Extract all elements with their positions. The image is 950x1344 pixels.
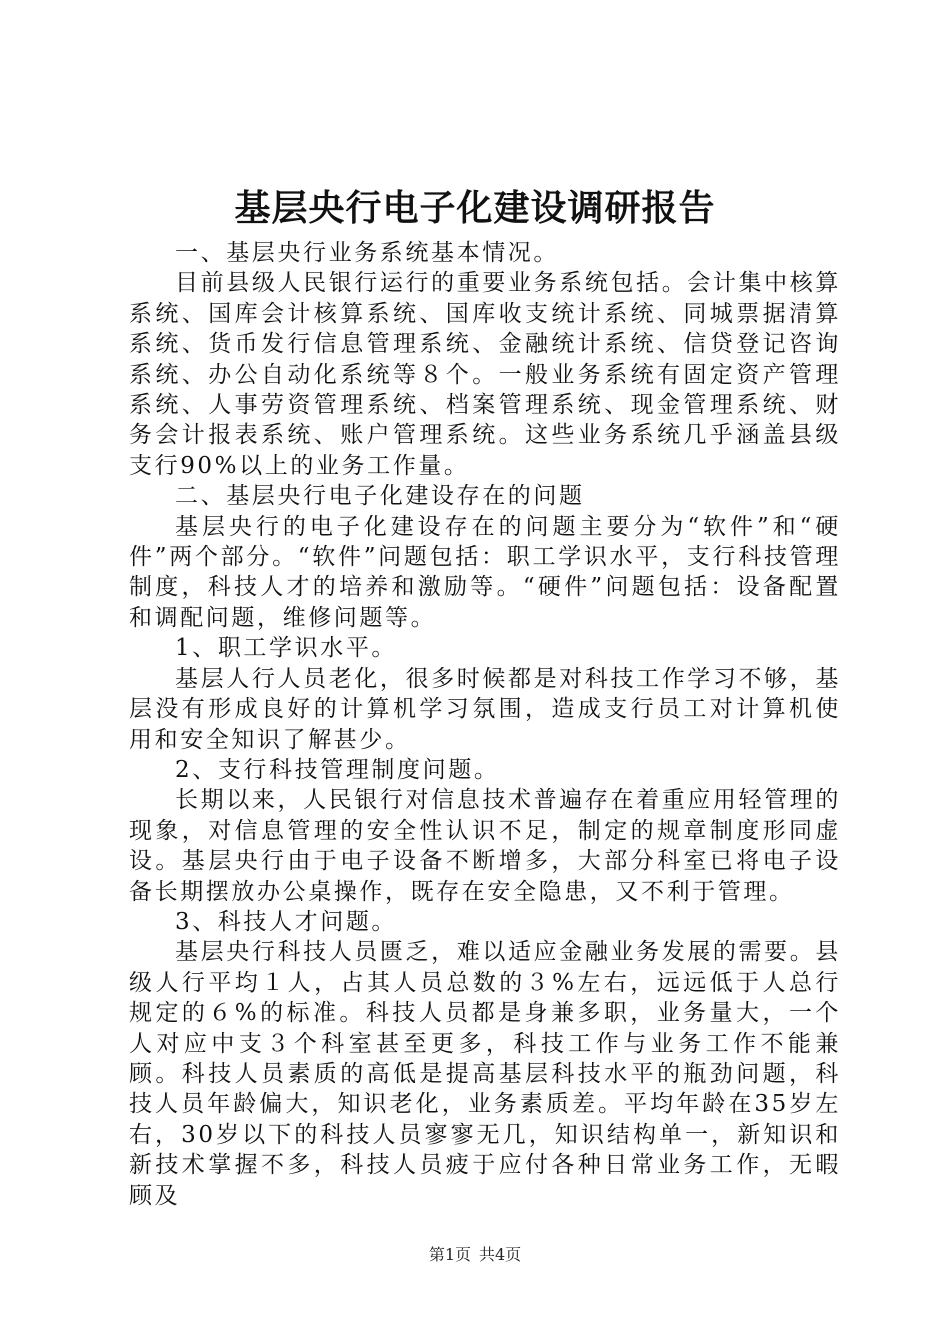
- paragraph-tech-talent: 基层央行科技人员匮乏，难以适应金融业务发展的需要。县级人行平均１人，占其人员总数的３%左右，远远低于人总行规定的６%的标准。科技人员都是身兼多职，业务量大，一个人对应中支３个科室甚至更多，科技工作与业务工作不能兼顾。科技人员素质的高低是提高基层科技水平的瓶劲问题，科技人员年龄偏大，知识老化，业务素质差。平均年龄在35岁左右，30岁以下的科技人员寥寥无几，知识结构单一，新知识和新技术掌握不多，科技人员疲于应付各种日常业务工作，无暇顾及: [129, 939, 841, 1209]
- page-footer: [0, 1244, 950, 1266]
- section-heading-2: 二、基层央行电子化建设存在的问题: [175, 483, 585, 510]
- page-number: 第1页: [428, 1245, 471, 1264]
- subheading-staff-knowledge: 1、职工学识水平。: [175, 635, 398, 662]
- paragraph-problems-overview: 基层央行的电子化建设存在的问题主要分为“软件”和“硬件”两个部分。“软件”问题包括：职工学识水平，支行科技管理制度，科技人才的培养和激励等。“硬件”问题包括：设备配置和调配问题，维修问题等。: [129, 513, 841, 631]
- subheading-tech-talent: 3、科技人才问题。: [175, 908, 398, 935]
- paragraph-staff-knowledge: 基层人行人员老化，很多时候都是对科技工作学习不够，基层没有形成良好的计算机学习氛围，造成支行员工对计算机使用和安全知识了解甚少。: [129, 665, 841, 753]
- paragraph-business-systems: 目前县级人民银行运行的重要业务系统包括。会计集中核算系统、国库会计核算系统、国库收支统计系统、同城票据清算系统、货币发行信息管理系统、金融统计系统、信贷登记咨询系统、办公自动化系统等８个。一般业务系统有固定资产管理系统、人事劳资管理系统、档案管理系统、现金管理系统、财务会计报表系统、账户管理系统。这些业务系统几乎涵盖县级支行90%以上的业务工作量。: [129, 270, 841, 479]
- paragraph-management-system: 长期以来，人民银行对信息技术普遍存在着重应用轻管理的现象，对信息管理的安全性认识不足，制定的规章制度形同虚设。基层央行由于电子设备不断增多，大部分科室已将电子设备长期摆放办公桌操作，既存在安全隐患，又不利于管理。: [129, 787, 841, 905]
- document-body: [129, 238, 841, 1211]
- subheading-management-system: 2、支行科技管理制度问题。: [175, 756, 500, 783]
- section-heading-1: 一、基层央行业务系统基本情况。: [175, 240, 559, 266]
- page-total: 共4页: [479, 1245, 522, 1264]
- document-title: 基层央行电子化建设调研报告: [234, 187, 716, 229]
